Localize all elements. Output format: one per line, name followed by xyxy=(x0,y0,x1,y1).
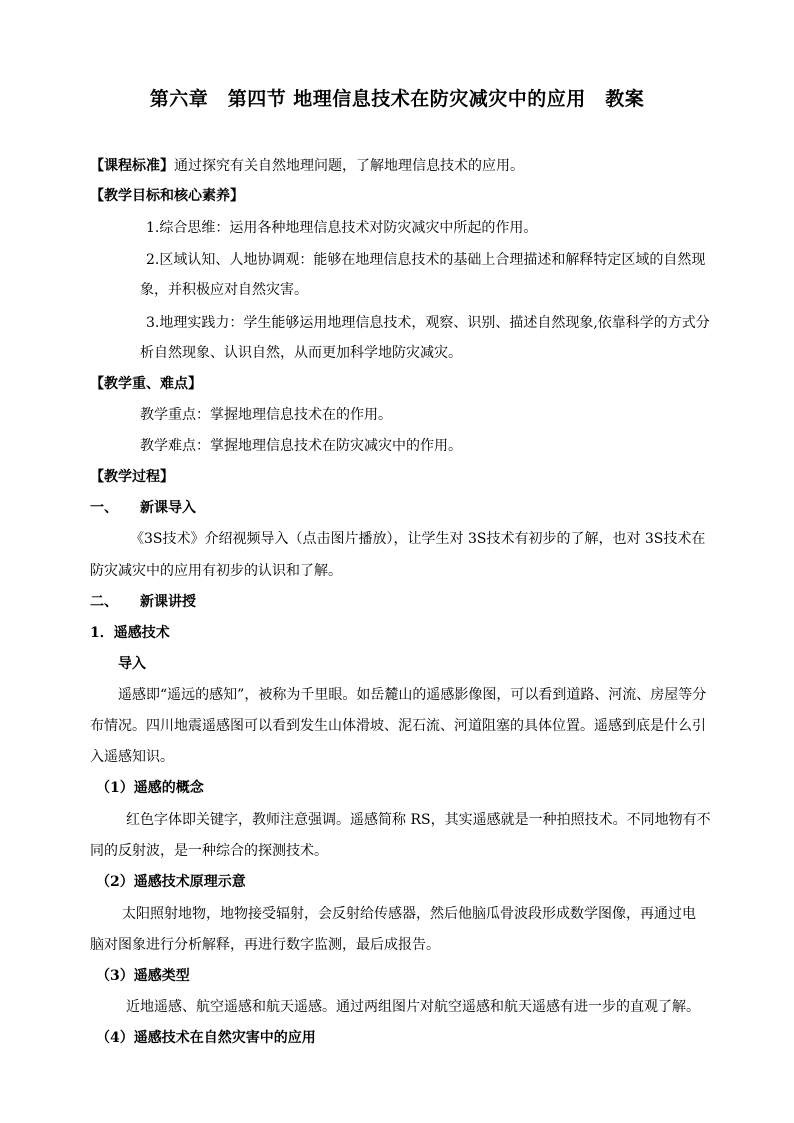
rs-principle-line-2: 脑对图象进行分析解释，再进行数字监测，最后成报告。 xyxy=(90,937,440,953)
course-standard-label: 【课程标准】 xyxy=(90,158,174,174)
goal-item-2-line-1: 2.区域认知、人地协调观：能够在地理信息技术的基础上合理描述和解释特定区域的自然现 xyxy=(146,252,706,268)
rs-concept-heading: （1）遥感的概念 xyxy=(96,780,204,796)
goal-item-2-line-2: 象，并积极应对自然灾害。 xyxy=(140,282,308,298)
rs-concept-line-2: 同的反射波，是一种综合的探测技术。 xyxy=(90,843,328,859)
goal-item-3-line-2: 析自然现象、认识自然，从而更加科学地防灾减灾。 xyxy=(140,345,462,361)
section-1-number: 一、 xyxy=(90,500,118,516)
section-2-title: 新课讲授 xyxy=(140,594,196,610)
goals-label: 【教学目标和核心素养】 xyxy=(90,188,244,204)
rs-intro-line-2: 布情况。四川地震遥感图可以看到发生山体滑坡、泥石流、河道阻塞的具体位置。遥感到底是什么引 xyxy=(90,718,706,734)
section-1-heading xyxy=(90,498,196,518)
intro-line-2: 防灾减灾中的应用有初步的认识和了解。 xyxy=(90,563,342,579)
rs-principle-line-1: 太阳照射地物，地物接受辐射，会反射给传感器，然后他脑瓜骨波段形成数学图像，再通过电 xyxy=(122,906,696,922)
rs-intro-line-3: 入遥感知识。 xyxy=(90,749,174,765)
section-2-number: 二、 xyxy=(90,594,118,610)
course-standard-text: 通过探究有关自然地理问题，了解地理信息技术的应用。 xyxy=(174,158,524,174)
rs-types-heading: （3）遥感类型 xyxy=(96,968,190,984)
intro-line-1: 《3S技术》介绍视频导入（点击图片播放），让学生对 3S技术有初步的了解，也对 3S技术在 xyxy=(130,531,706,547)
section-2-heading xyxy=(90,592,196,612)
key-points-label: 【教学重、难点】 xyxy=(90,376,202,392)
rs-types-line-1: 近地遥感、航空遥感和航天遥感。通过两组图片对航空遥感和航天遥感有进一步的直观了解。 xyxy=(126,999,700,1015)
rs-concept-line-1: 红色字体即关键字，教师注意强调。遥感简称 RS，其实遥感就是一种拍照技术。不同地物有不 xyxy=(126,812,711,828)
goal-item-1: 1.综合思维：运用各种地理信息技术对防灾减灾中所起的作用。 xyxy=(146,220,538,236)
rs-application-heading: （4）遥感技术在自然灾害中的应用 xyxy=(96,1030,316,1046)
rs-heading: 1．遥感技术 xyxy=(90,625,170,641)
rs-intro-line-1: 遥感即“遥远的感知”，被称为千里眼。如岳麓山的遥感影像图，可以看到道路、河流、房屋等分 xyxy=(118,687,707,703)
rs-principle-heading: （2）遥感技术原理示意 xyxy=(96,874,246,890)
teaching-focus: 教学重点：掌握地理信息技术在的作用。 xyxy=(140,407,392,423)
page-title: 第六章 第四节 地理信息技术在防灾减灾中的应用 教案 xyxy=(149,88,645,110)
course-standard xyxy=(90,156,524,176)
process-label: 【教学过程】 xyxy=(90,469,174,485)
goal-item-3-line-1: 3.地理实践力：学生能够运用地理信息技术，观察、识别、描述自然现象,依靠科学的方式分 xyxy=(146,315,710,331)
rs-sub-heading: 导入 xyxy=(118,656,146,672)
section-1-title: 新课导入 xyxy=(140,500,196,516)
teaching-difficulty: 教学难点：掌握地理信息技术在防灾减灾中的作用。 xyxy=(140,438,462,454)
